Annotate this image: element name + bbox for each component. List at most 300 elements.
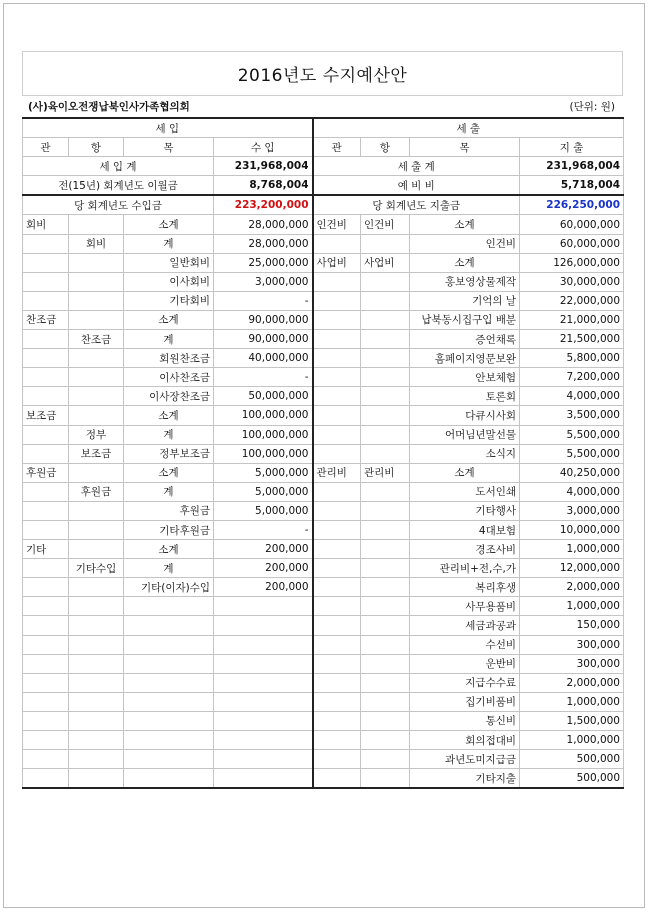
expense-hang-cell xyxy=(361,578,410,597)
expense-mok-cell: 소계 xyxy=(410,215,520,234)
budget-line-row xyxy=(23,731,624,750)
expense-header: 세 출 xyxy=(313,118,624,138)
revenue-gwan-cell: 보조금 xyxy=(23,406,69,425)
budget-line-row xyxy=(23,692,624,711)
expense-hang-cell xyxy=(361,368,410,387)
revenue-amount-cell: 5,000,000 xyxy=(214,482,313,501)
expense-mok-cell: 사무용품비 xyxy=(410,597,520,616)
expense-gwan-cell xyxy=(313,272,361,291)
expense-gwan-cell: 사업비 xyxy=(313,253,361,272)
expense-amount-cell: 60,000,000 xyxy=(520,234,624,253)
budget-line-row xyxy=(23,711,624,730)
budget-line-row xyxy=(23,425,624,444)
budget-line-row xyxy=(23,406,624,425)
expense-mok-cell: 4대보험 xyxy=(410,520,520,539)
expense-gwan-cell xyxy=(313,310,361,329)
revenue-hang-cell xyxy=(69,731,124,750)
expense-hang-cell xyxy=(361,330,410,349)
revenue-gwan-cell: 후원금 xyxy=(23,463,69,482)
revenue-gwan-cell xyxy=(23,692,69,711)
revenue-amount-cell: 5,000,000 xyxy=(214,501,313,520)
revenue-hang-cell xyxy=(69,501,124,520)
expense-amount-cell: 1,500,000 xyxy=(520,711,624,730)
expense-amount-cell: 40,250,000 xyxy=(520,463,624,482)
expense-amount-cell: 5,500,000 xyxy=(520,444,624,463)
revenue-hang-cell xyxy=(69,597,124,616)
revenue-gwan-cell xyxy=(23,444,69,463)
revenue-mok-cell xyxy=(124,731,214,750)
revenue-amount-cell: - xyxy=(214,291,313,310)
revenue-hang-cell xyxy=(69,692,124,711)
current-expense-value: 226,250,000 xyxy=(520,195,624,215)
revenue-amount-cell xyxy=(214,654,313,673)
revenue-gwan-cell xyxy=(23,272,69,291)
expense-amount-cell: 126,000,000 xyxy=(520,253,624,272)
budget-line-row xyxy=(23,559,624,578)
expense-gwan-cell: 관리비 xyxy=(313,463,361,482)
revenue-mok-cell: 계 xyxy=(124,482,214,501)
expense-amount-cell: 21,000,000 xyxy=(520,310,624,329)
expense-mok-cell: 기타지출 xyxy=(410,769,520,789)
expense-total-value: 231,968,004 xyxy=(520,157,624,176)
revenue-mok-cell: 일반회비 xyxy=(124,253,214,272)
expense-gwan-cell xyxy=(313,711,361,730)
revenue-mok-cell xyxy=(124,635,214,654)
revenue-hang-cell: 찬조금 xyxy=(69,330,124,349)
expense-hang-cell xyxy=(361,673,410,692)
expense-amount-cell: 10,000,000 xyxy=(520,520,624,539)
revenue-hang-cell xyxy=(69,616,124,635)
expense-hang-cell xyxy=(361,616,410,635)
carryover-value: 8,768,004 xyxy=(214,176,313,196)
expense-mok-cell: 관리비+전,수,가 xyxy=(410,559,520,578)
organization-name: (사)육이오전쟁납북인사가족협의회 xyxy=(28,101,190,113)
expense-amount-cell: 5,800,000 xyxy=(520,349,624,368)
expense-gwan-cell xyxy=(313,731,361,750)
revenue-mok-cell: 소계 xyxy=(124,463,214,482)
rev-hang-header: 항 xyxy=(69,138,124,157)
expense-amount-cell: 300,000 xyxy=(520,635,624,654)
revenue-gwan-cell xyxy=(23,559,69,578)
revenue-amount-cell: 90,000,000 xyxy=(214,310,313,329)
revenue-gwan-cell xyxy=(23,635,69,654)
budget-line-row xyxy=(23,769,624,789)
revenue-gwan-cell: 회비 xyxy=(23,215,69,234)
expense-mok-cell: 토론회 xyxy=(410,387,520,406)
expense-amount-cell: 7,200,000 xyxy=(520,368,624,387)
revenue-amount-cell: - xyxy=(214,368,313,387)
revenue-hang-cell xyxy=(69,463,124,482)
budget-line-row xyxy=(23,463,624,482)
revenue-hang-cell xyxy=(69,578,124,597)
expense-amount-cell: 2,000,000 xyxy=(520,578,624,597)
revenue-hang-cell xyxy=(69,673,124,692)
rev-mok-header: 목 xyxy=(124,138,214,157)
expense-hang-cell xyxy=(361,769,410,789)
revenue-mok-cell: 이사회비 xyxy=(124,272,214,291)
expense-amount-cell: 22,000,000 xyxy=(520,291,624,310)
expense-hang-cell xyxy=(361,444,410,463)
revenue-mok-cell: 회원찬조금 xyxy=(124,349,214,368)
revenue-hang-cell: 보조금 xyxy=(69,444,124,463)
revenue-total-label: 세 입 계 xyxy=(23,157,214,176)
budget-line-row xyxy=(23,291,624,310)
expense-gwan-cell xyxy=(313,616,361,635)
expense-hang-cell: 인건비 xyxy=(361,215,410,234)
revenue-gwan-cell xyxy=(23,253,69,272)
revenue-amount-cell: 100,000,000 xyxy=(214,406,313,425)
revenue-mok-cell xyxy=(124,673,214,692)
expense-gwan-cell xyxy=(313,769,361,789)
budget-line-row xyxy=(23,215,624,234)
revenue-mok-cell: 소계 xyxy=(124,310,214,329)
expense-gwan-cell xyxy=(313,349,361,368)
revenue-hang-cell xyxy=(69,750,124,769)
expense-amount-cell: 300,000 xyxy=(520,654,624,673)
revenue-gwan-cell xyxy=(23,520,69,539)
expense-hang-cell xyxy=(361,559,410,578)
revenue-amount-cell xyxy=(214,692,313,711)
expense-gwan-cell xyxy=(313,692,361,711)
revenue-hang-cell xyxy=(69,769,124,789)
expense-col-header: 지 출 xyxy=(520,138,624,157)
expense-amount-cell: 3,000,000 xyxy=(520,501,624,520)
expense-hang-cell xyxy=(361,349,410,368)
budget-line-row xyxy=(23,368,624,387)
exp-hang-header: 항 xyxy=(361,138,410,157)
expense-amount-cell: 4,000,000 xyxy=(520,387,624,406)
reserve-value: 5,718,004 xyxy=(520,176,624,196)
exp-gwan-header: 관 xyxy=(313,138,361,157)
revenue-hang-cell: 후원금 xyxy=(69,482,124,501)
revenue-gwan-cell xyxy=(23,291,69,310)
revenue-amount-cell xyxy=(214,616,313,635)
revenue-hang-cell xyxy=(69,387,124,406)
revenue-gwan-cell: 찬조금 xyxy=(23,310,69,329)
expense-hang-cell xyxy=(361,234,410,253)
revenue-hang-cell xyxy=(69,310,124,329)
revenue-gwan-cell xyxy=(23,769,69,789)
budget-table-wrapper xyxy=(22,117,623,789)
unit-label: (단위: 원) xyxy=(569,101,615,113)
income-header: 수 입 xyxy=(214,138,313,157)
revenue-mok-cell: 기타(이자)수입 xyxy=(124,578,214,597)
revenue-mok-cell xyxy=(124,750,214,769)
revenue-hang-cell xyxy=(69,635,124,654)
revenue-gwan-cell xyxy=(23,750,69,769)
expense-mok-cell: 납북동시집구입 배분 xyxy=(410,310,520,329)
expense-gwan-cell xyxy=(313,444,361,463)
revenue-mok-cell: 정부보조금 xyxy=(124,444,214,463)
expense-gwan-cell xyxy=(313,234,361,253)
expense-gwan-cell xyxy=(313,750,361,769)
budget-line-row xyxy=(23,654,624,673)
revenue-gwan-cell xyxy=(23,482,69,501)
expense-mok-cell: 수선비 xyxy=(410,635,520,654)
budget-line-row xyxy=(23,482,624,501)
revenue-amount-cell xyxy=(214,750,313,769)
expense-gwan-cell xyxy=(313,482,361,501)
expense-gwan-cell xyxy=(313,578,361,597)
expense-gwan-cell xyxy=(313,673,361,692)
revenue-amount-cell: 3,000,000 xyxy=(214,272,313,291)
budget-line-row xyxy=(23,635,624,654)
revenue-gwan-cell: 기타 xyxy=(23,540,69,559)
section-header-row xyxy=(23,118,624,138)
revenue-hang-cell xyxy=(69,520,124,539)
expense-gwan-cell xyxy=(313,425,361,444)
expense-hang-cell: 관리비 xyxy=(361,463,410,482)
expense-amount-cell: 1,000,000 xyxy=(520,731,624,750)
expense-mok-cell: 도서인쇄 xyxy=(410,482,520,501)
expense-hang-cell xyxy=(361,750,410,769)
revenue-mok-cell: 기타후원금 xyxy=(124,520,214,539)
expense-hang-cell xyxy=(361,425,410,444)
revenue-amount-cell xyxy=(214,769,313,789)
expense-mok-cell: 세금과공과 xyxy=(410,616,520,635)
revenue-hang-cell xyxy=(69,540,124,559)
budget-line-row xyxy=(23,253,624,272)
revenue-mok-cell: 소계 xyxy=(124,215,214,234)
current-revenue-label: 당 회계년도 수입금 xyxy=(23,195,214,215)
expense-amount-cell: 30,000,000 xyxy=(520,272,624,291)
expense-mok-cell: 홍보영상물제작 xyxy=(410,272,520,291)
expense-gwan-cell xyxy=(313,654,361,673)
revenue-hang-cell xyxy=(69,406,124,425)
expense-mok-cell: 안보체험 xyxy=(410,368,520,387)
revenue-gwan-cell xyxy=(23,654,69,673)
revenue-mok-cell: 기타회비 xyxy=(124,291,214,310)
revenue-hang-cell: 정부 xyxy=(69,425,124,444)
expense-gwan-cell xyxy=(313,520,361,539)
revenue-amount-cell: 90,000,000 xyxy=(214,330,313,349)
expense-hang-cell: 사업비 xyxy=(361,253,410,272)
budget-line-row xyxy=(23,673,624,692)
revenue-gwan-cell xyxy=(23,387,69,406)
expense-hang-cell xyxy=(361,597,410,616)
expense-hang-cell xyxy=(361,635,410,654)
budget-line-row xyxy=(23,444,624,463)
expense-gwan-cell xyxy=(313,597,361,616)
revenue-hang-cell xyxy=(69,215,124,234)
revenue-gwan-cell xyxy=(23,349,69,368)
expense-gwan-cell xyxy=(313,291,361,310)
revenue-hang-cell xyxy=(69,272,124,291)
expense-hang-cell xyxy=(361,310,410,329)
expense-gwan-cell xyxy=(313,501,361,520)
budget-line-row xyxy=(23,578,624,597)
revenue-amount-cell: 40,000,000 xyxy=(214,349,313,368)
revenue-amount-cell xyxy=(214,597,313,616)
reserve-label: 예 비 비 xyxy=(313,176,520,196)
carryover-label: 전(15년) 회계년도 이월금 xyxy=(23,176,214,196)
expense-mok-cell: 인건비 xyxy=(410,234,520,253)
exp-mok-header: 목 xyxy=(410,138,520,157)
revenue-gwan-cell xyxy=(23,578,69,597)
revenue-gwan-cell xyxy=(23,425,69,444)
revenue-hang-cell xyxy=(69,654,124,673)
revenue-mok-cell: 계 xyxy=(124,559,214,578)
expense-mok-cell: 복리후생 xyxy=(410,578,520,597)
current-revenue-value: 223,200,000 xyxy=(214,195,313,215)
revenue-gwan-cell xyxy=(23,368,69,387)
expense-hang-cell xyxy=(361,272,410,291)
revenue-hang-cell: 회비 xyxy=(69,234,124,253)
expense-gwan-cell xyxy=(313,368,361,387)
revenue-mok-cell: 계 xyxy=(124,425,214,444)
revenue-amount-cell xyxy=(214,731,313,750)
revenue-mok-cell xyxy=(124,597,214,616)
expense-total-label: 세 출 계 xyxy=(313,157,520,176)
expense-gwan-cell xyxy=(313,330,361,349)
revenue-gwan-cell xyxy=(23,711,69,730)
expense-mok-cell: 지급수수료 xyxy=(410,673,520,692)
expense-mok-cell: 소계 xyxy=(410,253,520,272)
budget-line-row xyxy=(23,501,624,520)
expense-gwan-cell xyxy=(313,387,361,406)
revenue-mok-cell xyxy=(124,711,214,730)
revenue-mok-cell: 계 xyxy=(124,330,214,349)
revenue-hang-cell xyxy=(69,368,124,387)
revenue-amount-cell: 200,000 xyxy=(214,540,313,559)
carryover-row xyxy=(23,176,624,196)
revenue-mok-cell xyxy=(124,769,214,789)
revenue-amount-cell: 200,000 xyxy=(214,578,313,597)
revenue-total-value: 231,968,004 xyxy=(214,157,313,176)
current-year-row xyxy=(23,195,624,215)
budget-table xyxy=(22,117,624,789)
revenue-hang-cell xyxy=(69,711,124,730)
expense-mok-cell: 소계 xyxy=(410,463,520,482)
budget-line-row xyxy=(23,330,624,349)
revenue-gwan-cell xyxy=(23,234,69,253)
revenue-amount-cell: 5,000,000 xyxy=(214,463,313,482)
revenue-amount-cell: 200,000 xyxy=(214,559,313,578)
budget-line-row xyxy=(23,597,624,616)
revenue-amount-cell: 28,000,000 xyxy=(214,215,313,234)
expense-amount-cell: 4,000,000 xyxy=(520,482,624,501)
meta-row xyxy=(22,96,623,114)
column-header-row xyxy=(23,138,624,157)
rev-gwan-header: 관 xyxy=(23,138,69,157)
revenue-mok-cell: 이사장찬조금 xyxy=(124,387,214,406)
expense-gwan-cell: 인건비 xyxy=(313,215,361,234)
revenue-hang-cell xyxy=(69,349,124,368)
revenue-amount-cell: - xyxy=(214,520,313,539)
expense-mok-cell: 운반비 xyxy=(410,654,520,673)
current-expense-label: 당 회계년도 지출금 xyxy=(313,195,520,215)
expense-mok-cell: 어머님년말선물 xyxy=(410,425,520,444)
expense-hang-cell xyxy=(361,501,410,520)
expense-amount-cell: 5,500,000 xyxy=(520,425,624,444)
revenue-amount-cell: 28,000,000 xyxy=(214,234,313,253)
budget-line-row xyxy=(23,234,624,253)
expense-amount-cell: 60,000,000 xyxy=(520,215,624,234)
revenue-amount-cell: 100,000,000 xyxy=(214,444,313,463)
budget-line-row xyxy=(23,616,624,635)
revenue-amount-cell: 25,000,000 xyxy=(214,253,313,272)
revenue-amount-cell xyxy=(214,673,313,692)
budget-line-row xyxy=(23,310,624,329)
expense-hang-cell xyxy=(361,540,410,559)
revenue-amount-cell: 50,000,000 xyxy=(214,387,313,406)
expense-amount-cell: 12,000,000 xyxy=(520,559,624,578)
expense-hang-cell xyxy=(361,520,410,539)
expense-mok-cell: 경조사비 xyxy=(410,540,520,559)
budget-line-row xyxy=(23,540,624,559)
grand-total-row xyxy=(23,157,624,176)
expense-hang-cell xyxy=(361,482,410,501)
expense-hang-cell xyxy=(361,692,410,711)
revenue-mok-cell xyxy=(124,616,214,635)
revenue-mok-cell: 이사찬조금 xyxy=(124,368,214,387)
expense-mok-cell: 기억의 날 xyxy=(410,291,520,310)
expense-amount-cell: 500,000 xyxy=(520,769,624,789)
revenue-amount-cell: 100,000,000 xyxy=(214,425,313,444)
expense-mok-cell: 집기비품비 xyxy=(410,692,520,711)
revenue-gwan-cell xyxy=(23,501,69,520)
budget-line-row xyxy=(23,349,624,368)
budget-line-row xyxy=(23,520,624,539)
revenue-mok-cell xyxy=(124,692,214,711)
expense-mok-cell: 회의접대비 xyxy=(410,731,520,750)
budget-line-row xyxy=(23,272,624,291)
expense-hang-cell xyxy=(361,291,410,310)
revenue-gwan-cell xyxy=(23,731,69,750)
expense-mok-cell: 통신비 xyxy=(410,711,520,730)
expense-amount-cell: 2,000,000 xyxy=(520,673,624,692)
expense-mok-cell: 소식지 xyxy=(410,444,520,463)
expense-gwan-cell xyxy=(313,540,361,559)
revenue-mok-cell: 소계 xyxy=(124,540,214,559)
revenue-amount-cell xyxy=(214,711,313,730)
revenue-gwan-cell xyxy=(23,673,69,692)
expense-amount-cell: 1,000,000 xyxy=(520,540,624,559)
expense-amount-cell: 3,500,000 xyxy=(520,406,624,425)
expense-gwan-cell xyxy=(313,559,361,578)
revenue-hang-cell xyxy=(69,253,124,272)
revenue-hang-cell: 기타수입 xyxy=(69,559,124,578)
expense-gwan-cell xyxy=(313,406,361,425)
expense-hang-cell xyxy=(361,387,410,406)
budget-line-row xyxy=(23,387,624,406)
revenue-mok-cell: 후원금 xyxy=(124,501,214,520)
expense-amount-cell: 500,000 xyxy=(520,750,624,769)
budget-line-row xyxy=(23,750,624,769)
expense-amount-cell: 1,000,000 xyxy=(520,692,624,711)
expense-hang-cell xyxy=(361,731,410,750)
expense-mok-cell: 과년도미지급금 xyxy=(410,750,520,769)
expense-mok-cell: 증언채록 xyxy=(410,330,520,349)
revenue-hang-cell xyxy=(69,291,124,310)
expense-hang-cell xyxy=(361,406,410,425)
expense-hang-cell xyxy=(361,654,410,673)
expense-hang-cell xyxy=(361,711,410,730)
expense-mok-cell: 다큐시사회 xyxy=(410,406,520,425)
revenue-gwan-cell xyxy=(23,616,69,635)
expense-mok-cell: 기타행사 xyxy=(410,501,520,520)
revenue-gwan-cell xyxy=(23,597,69,616)
expense-mok-cell: 홈페이지영문보완 xyxy=(410,349,520,368)
expense-amount-cell: 150,000 xyxy=(520,616,624,635)
document-title: 2016년도 수지예산안 xyxy=(22,51,623,96)
revenue-mok-cell: 소계 xyxy=(124,406,214,425)
revenue-mok-cell: 계 xyxy=(124,234,214,253)
expense-amount-cell: 21,500,000 xyxy=(520,330,624,349)
expense-amount-cell: 1,000,000 xyxy=(520,597,624,616)
revenue-mok-cell xyxy=(124,654,214,673)
revenue-amount-cell xyxy=(214,635,313,654)
